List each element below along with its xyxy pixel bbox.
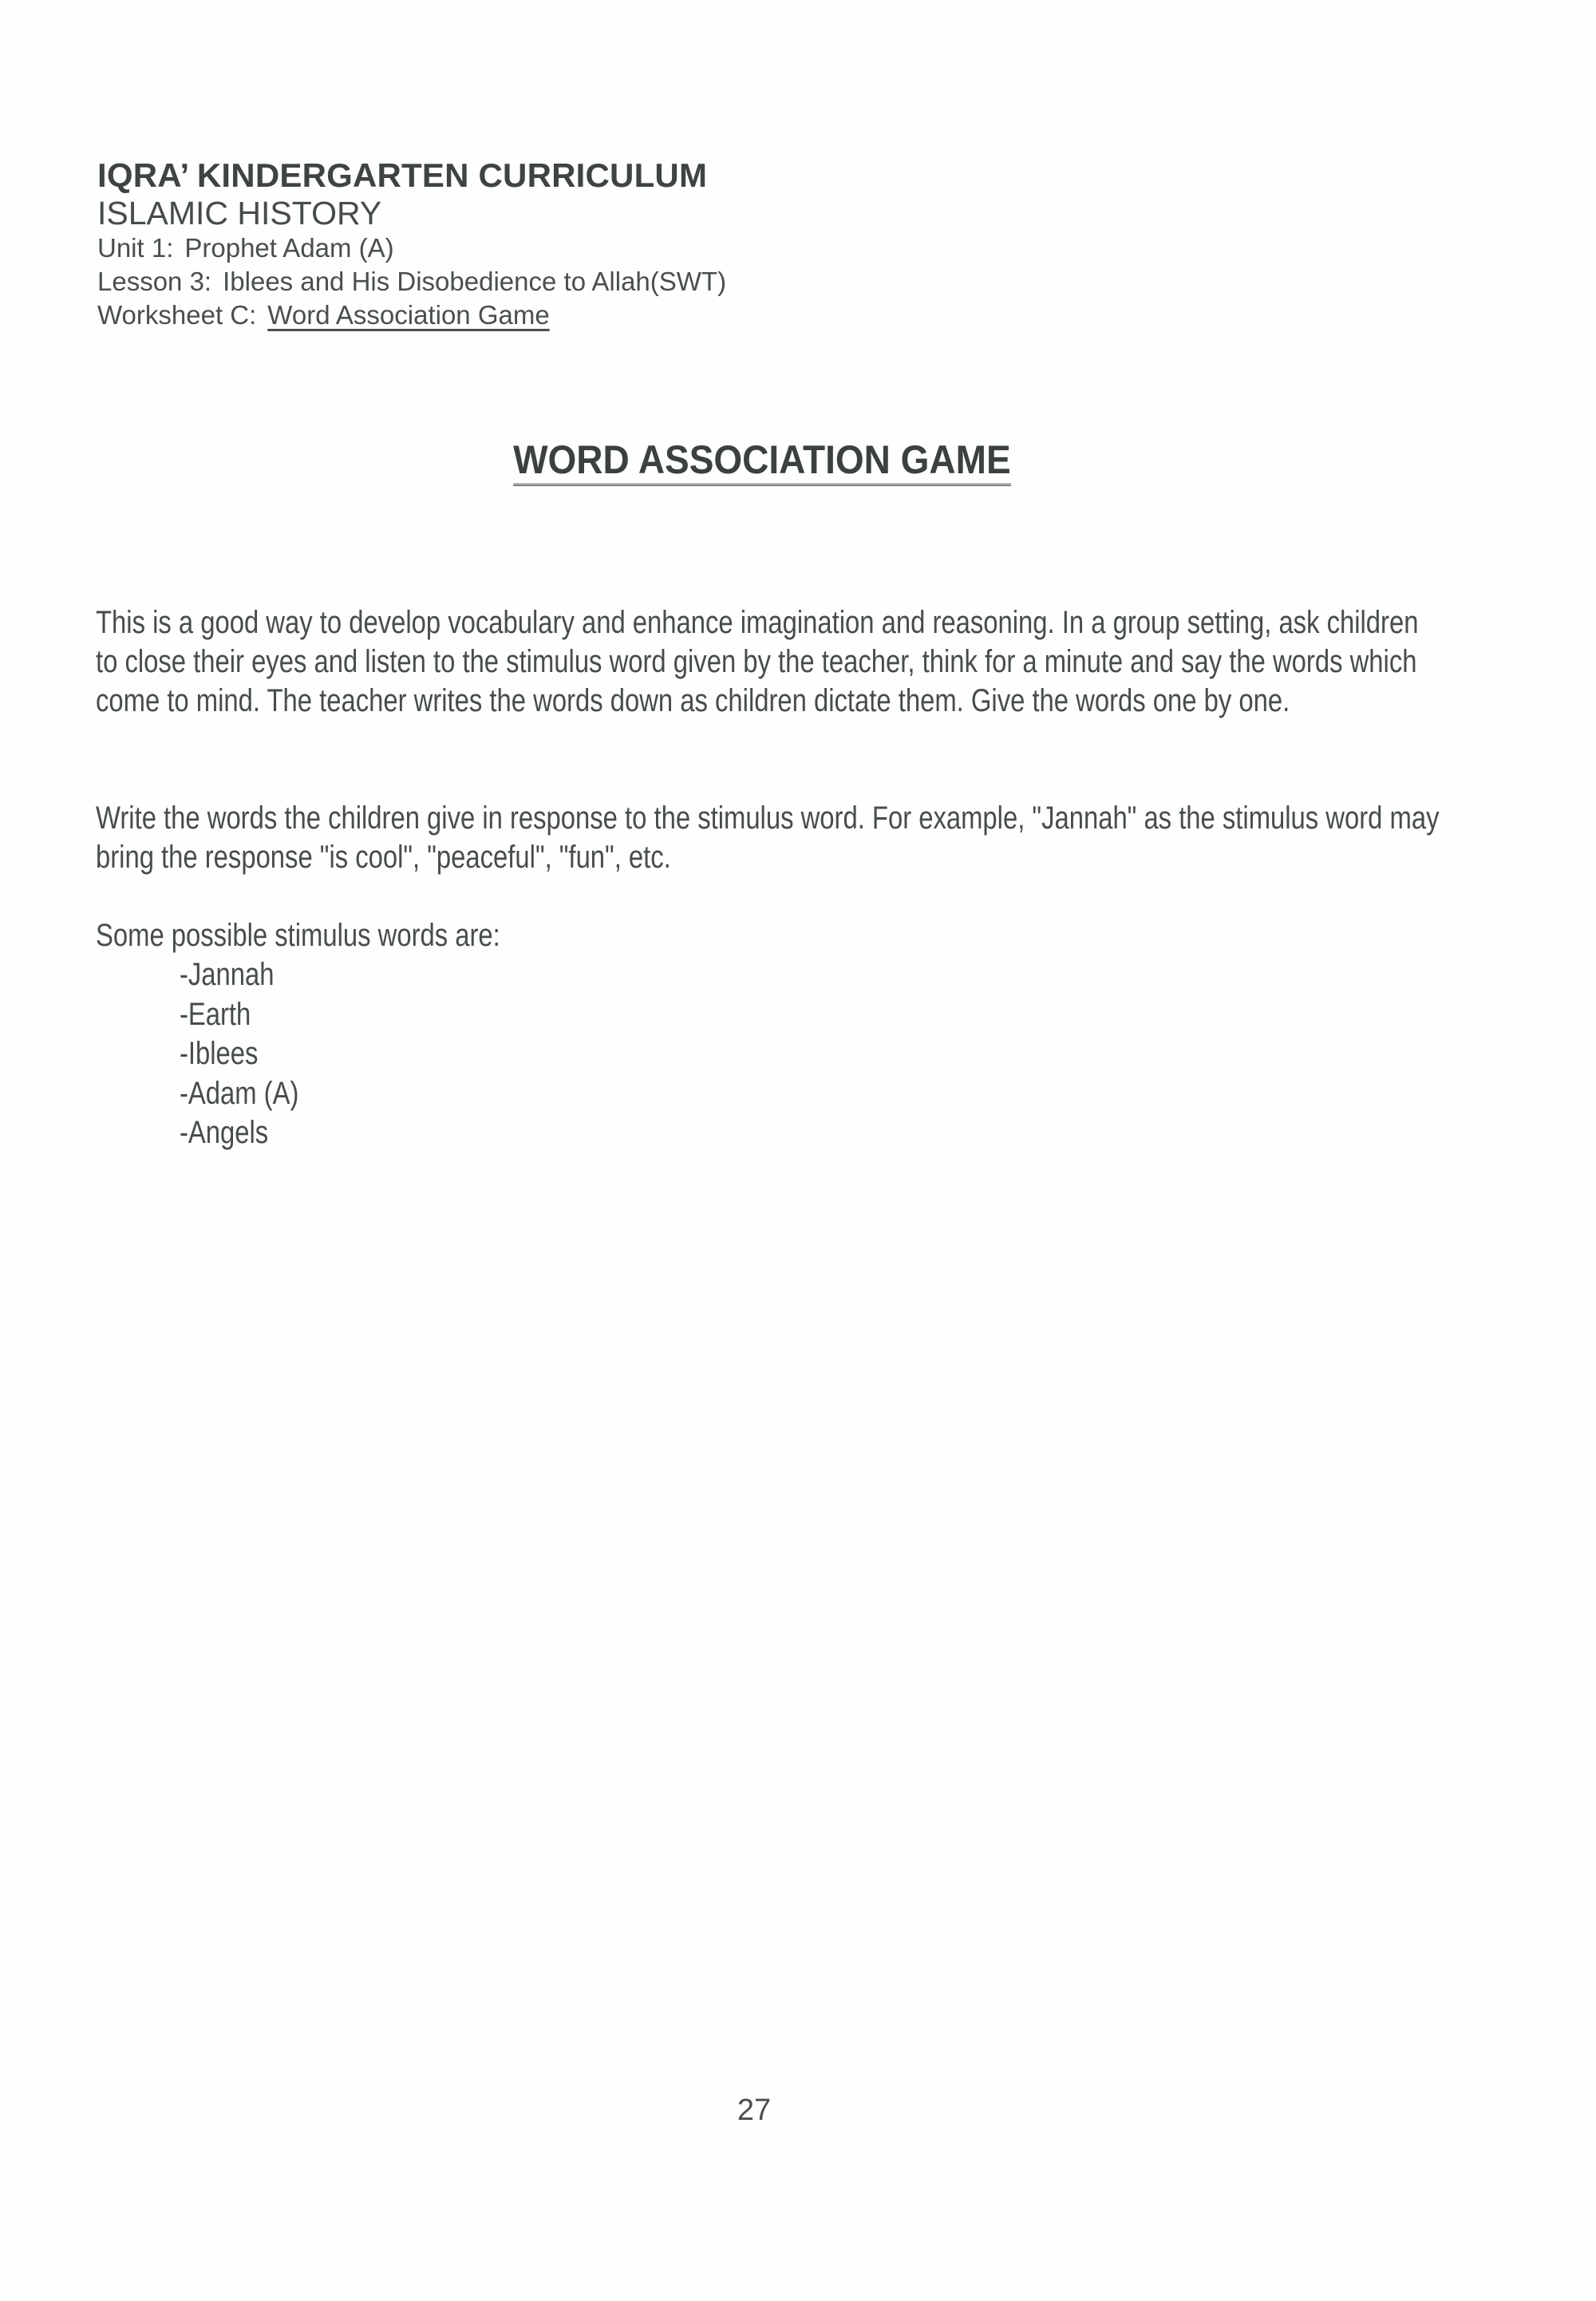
paragraph-1-text: This is a good way to develop vocabulary and enhance imagination and reasoning. In a group setting, ask children to close their eyes and listen to the stimulus word given by the teacher, think for a minute and say the words which come to mind. The teacher writes the words down as children dictate them. Give the words one by one.: [96, 605, 1419, 718]
stimulus-words-section: [96, 916, 1444, 1153]
stimulus-words-block: [96, 916, 1445, 1153]
subject-title: ISLAMIC HISTORY: [97, 195, 382, 231]
lesson-line: [97, 265, 726, 298]
unit-value: Prophet Adam (A): [184, 233, 394, 263]
unit-label: Unit 1:: [97, 233, 174, 263]
page-number: 27: [737, 2093, 772, 2127]
document-header: [97, 156, 726, 332]
list-item: -Adam (A): [179, 1075, 299, 1111]
worksheet-line: [97, 298, 726, 332]
worksheet-value: Word Association Game: [267, 300, 550, 330]
instructions-paragraph-2: [96, 799, 1444, 877]
lesson-value: Iblees and His Disobedience to Allah(SWT): [223, 267, 727, 296]
main-title-container: [0, 437, 1524, 486]
unit-line: [97, 231, 726, 265]
stimulus-word-list: [96, 955, 1445, 1153]
page-title: WORD ASSOCIATION GAME: [513, 437, 1011, 486]
list-item: -Iblees: [179, 1036, 259, 1071]
curriculum-title: IQRA’ KINDERGARTEN CURRICULUM: [97, 156, 708, 194]
list-item: -Angels: [179, 1115, 269, 1150]
lesson-label: Lesson 3:: [97, 267, 212, 296]
list-item: -Jannah: [179, 957, 275, 992]
instructions-paragraph-1: [96, 603, 1444, 721]
list-intro: Some possible stimulus words are:: [96, 918, 500, 953]
paragraph-2-text: Write the words the children give in response to the stimulus word. For example, "Jannah" as the stimulus word may bring the response "is cool", "peaceful", "fun", etc.: [96, 801, 1440, 875]
worksheet-label: Worksheet C:: [97, 300, 257, 330]
list-item: -Earth: [179, 996, 251, 1032]
